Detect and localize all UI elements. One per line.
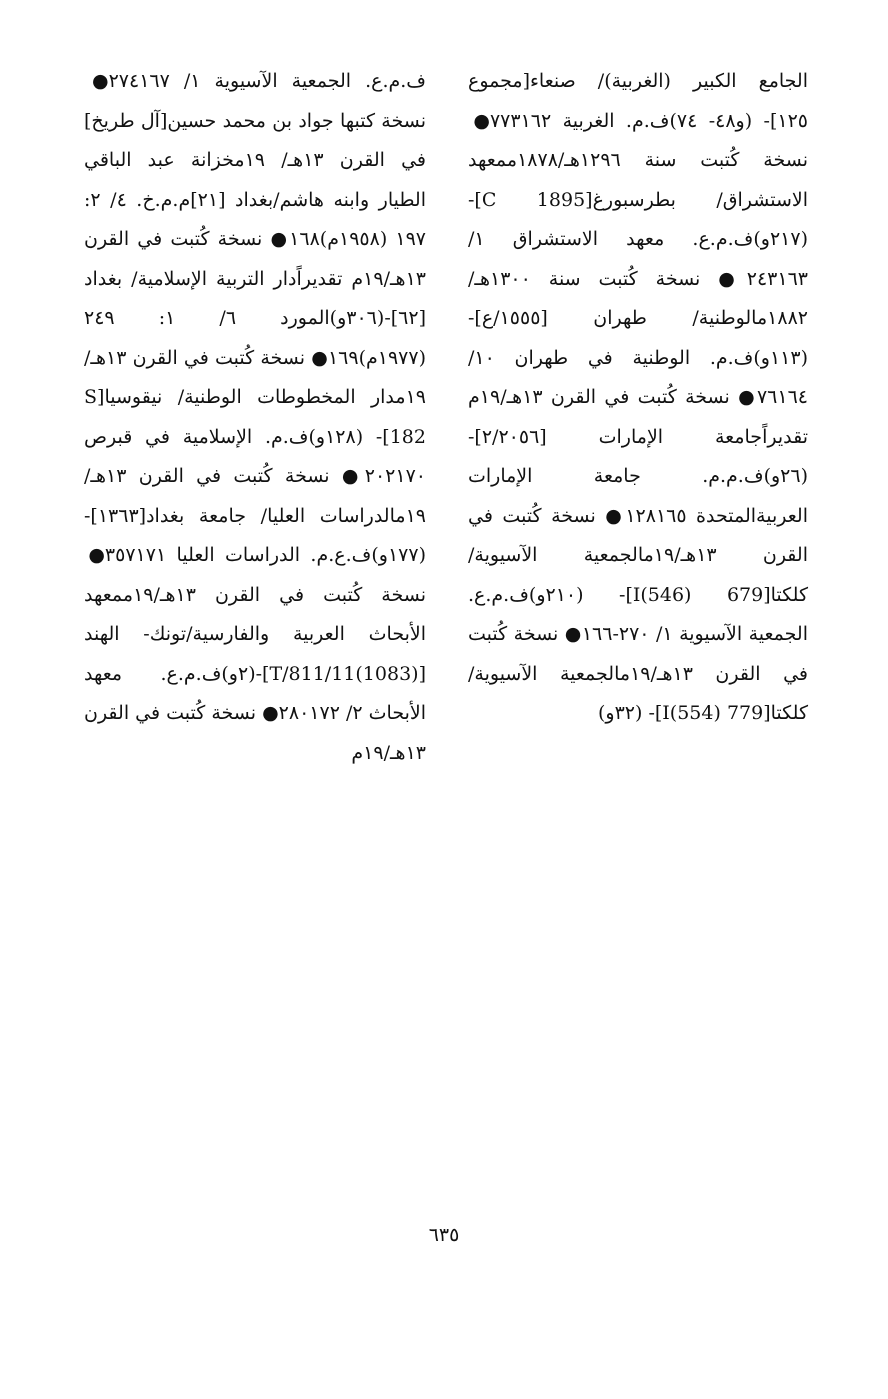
text-line: ١٦٣● نسخة كُتبت سنة ١٣٠٠هـ/ bbox=[468, 267, 808, 290]
text-line: الجمعية الآسيوية/ كلكتا bbox=[468, 544, 808, 606]
text-line: [مجموع ١٢٥]- (و٤٨- ٧٤) bbox=[468, 70, 808, 132]
text-line: ف.م.ع. الجمعية الآسيوية ١/ ٢٧٠- bbox=[468, 583, 808, 645]
text-line: ف.م.ع. معهد الأبحاث ٢/ ٢٨٠ bbox=[84, 662, 426, 724]
text-line: ف.م. الغربية ٧٧٣ bbox=[489, 109, 670, 132]
text-line: بغداد [٢١] bbox=[190, 188, 274, 211]
text-line: ف.م.ع. الجمعية الآسيوية ١/ ٢٧٤ bbox=[108, 70, 426, 92]
right-column bbox=[468, 62, 808, 734]
page-number: ٦٣٥ bbox=[428, 1224, 460, 1246]
text-line: دار المخطوطات الوطنية/ نيقوسيا bbox=[104, 386, 396, 408]
text-line: ١٩م bbox=[122, 583, 154, 606]
text-line: م.م.خ. ٤/ ٢: ١٩٧ (١٩٥٨م) bbox=[84, 188, 426, 250]
text-line: ١٦٥● نسخة كُتبت في القرن ١٣هـ/ bbox=[468, 504, 808, 566]
text-line: [C 1895]- (٢١٧و) bbox=[468, 188, 808, 250]
text-line: ١٩م bbox=[395, 386, 426, 408]
text-line: الوطنية/ طهران [١٥٥٥/ع]- bbox=[468, 307, 757, 329]
text-line: ف.م. الإسلامية في قبرص ٢٠٢ bbox=[84, 425, 396, 487]
text-line: [S 182]- (١٢٨و) bbox=[84, 386, 426, 448]
text-line: تونك- الهند [T/811/11(1083)]- bbox=[84, 623, 426, 685]
text-line: الجمعية الآسيوية/ كلكتا bbox=[468, 662, 808, 724]
text-line: ١٦٧● نسخة كتبها جواد بن محمد حسين bbox=[84, 70, 426, 132]
left-column bbox=[84, 62, 426, 773]
text-line: ف.م.ع. معهد الاستشراق ١/ ٢٤٣ bbox=[468, 228, 778, 290]
text-line: الدراسات العليا/ جامعة بغداد bbox=[146, 504, 396, 527]
text-line: (١١٣و) bbox=[753, 346, 808, 369]
text-line: ١٨٨٢م bbox=[756, 307, 808, 329]
text-line: ١٩م bbox=[619, 662, 651, 685]
text-line: المتحدة ١٢٨ bbox=[625, 504, 757, 527]
text-line: الجامع الكبير (الغربية)/ صنعاء bbox=[530, 70, 808, 92]
text-line: ١٩م تقديراً bbox=[468, 386, 808, 448]
text-line: ١٩م bbox=[351, 741, 384, 764]
text-line: ١٧٢● نسخة كُتبت في القرن ١٣هـ/ bbox=[84, 702, 426, 764]
text-line: ١٩م تقديراً bbox=[296, 267, 384, 290]
text-line: دار التربية الإسلامية/ بغداد [٦٢]- bbox=[84, 267, 426, 329]
text-line: ١٨٧٨م bbox=[506, 149, 558, 171]
text-line: [779 I(554)]- (٣٢و) bbox=[597, 702, 771, 724]
text-line: ١٦٩● نسخة كُتبت في القرن ١٣هـ/ bbox=[84, 346, 359, 369]
text-line: (٢و) bbox=[221, 662, 256, 685]
text-line: معهد الأبحاث العربية والفارسية/ bbox=[84, 583, 426, 645]
text-line: [679 I(546)]- (٢١٠و) bbox=[528, 583, 771, 606]
text-line: ١٦٢● نسخة كُتبت سنة ١٢٩٦هـ/ bbox=[468, 109, 808, 171]
text-line: [١٣٦٣]- (١٧٧و) bbox=[84, 504, 426, 566]
text-line: ١٦٤● نسخة كُتبت في القرن ١٣هـ/ bbox=[500, 386, 808, 408]
text-line: ١٧٠● نسخة كُتبت في القرن ١٣هـ/ bbox=[84, 465, 426, 487]
text-line: معهد الاستشراق/ بطرسبورغ bbox=[468, 149, 808, 211]
text-line: ف.م. الوطنية في طهران ١٠/ ٧٦ bbox=[468, 346, 778, 408]
text-line: ف.م.م. جامعة الإمارات العربية bbox=[468, 465, 808, 527]
text-line: ١٧١● نسخة كُتبت في القرن ١٣هـ/ bbox=[84, 544, 426, 606]
text-line: ف.ع.م. الدراسات العليا ٣٥٧ bbox=[104, 544, 372, 566]
text-line: المورد ٦/ ١: ٢٤٩ (١٩٧٧م) bbox=[84, 307, 426, 369]
text-line: ١٩م bbox=[395, 504, 426, 527]
text-line: [آل طريخ] في القرن ١٣هـ/ ١٩م bbox=[84, 109, 426, 171]
text-line: جامعة الإمارات [٢/٢٠٥٦]- bbox=[468, 425, 763, 448]
text-line: (٣٠٦و) bbox=[329, 307, 385, 329]
text-line: ١٦٨● نسخة كُتبت في القرن ١٣هـ/ bbox=[84, 228, 426, 290]
text-line: (٢٦و) bbox=[763, 465, 808, 487]
text-line: ١٩م bbox=[643, 544, 675, 566]
text-line: ١٦٦● نسخة كُتبت في القرن ١٣هـ/ bbox=[468, 623, 808, 685]
text-line: خزانة عبد الباقي الطيار وابنه هاشم/ bbox=[84, 149, 427, 211]
